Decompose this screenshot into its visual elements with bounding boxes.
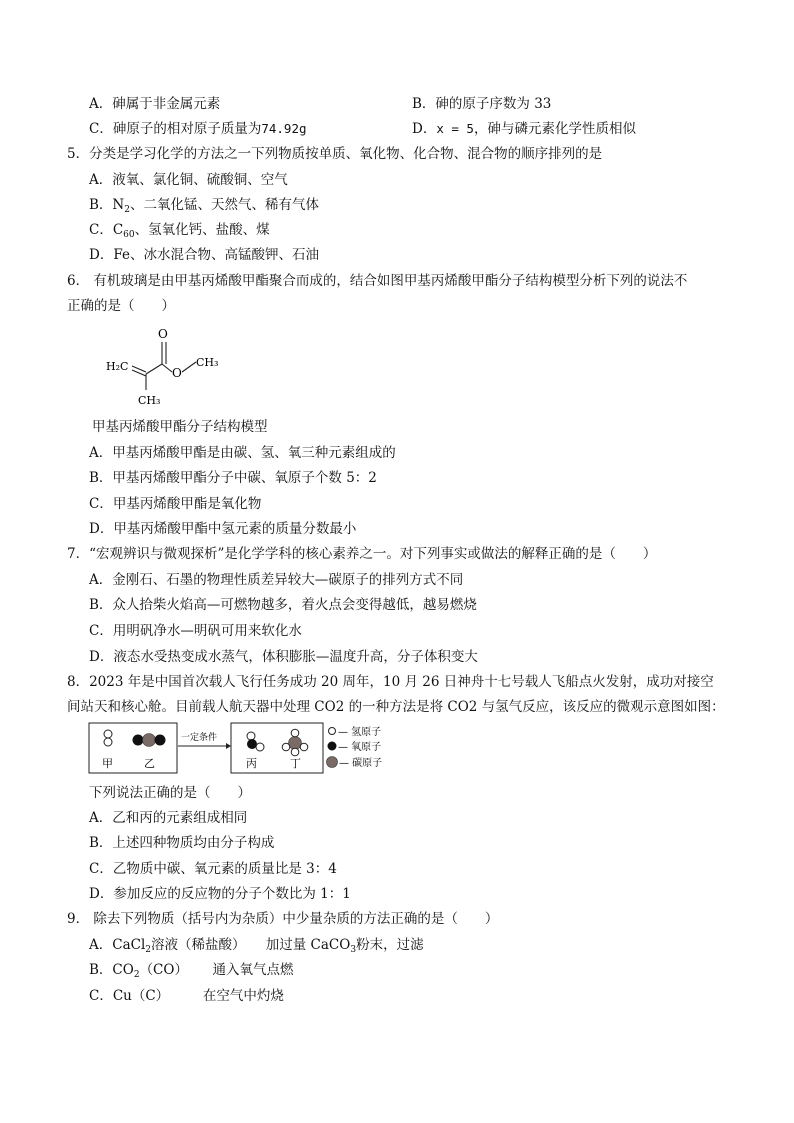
- q7-stem: 7．“宏观辨识与微观探析”是化学学科的核心素养之一。对下列事实或做法的解释正确的是（ ）: [67, 546, 657, 562]
- label-jia: 甲: [102, 757, 113, 770]
- o-atom-icon: [133, 735, 144, 746]
- h-atom-icon: [300, 743, 308, 751]
- q5-option-b-sub: 2: [124, 205, 130, 215]
- legend-c-label: — 碳原子: [339, 758, 383, 769]
- q9-option-c: C．Cu（C） 在空气中灼烧: [89, 988, 284, 1004]
- q5-option-c-post: 、氢氧化钙、盐酸、煤: [134, 222, 270, 238]
- q8-option-c: C．乙物质中碳、氧元素的质量比是 3：4: [89, 861, 337, 877]
- reaction-micro-diagram: [88, 722, 408, 778]
- q6-option-c: C．甲基丙烯酸甲酯是氧化物: [89, 496, 262, 512]
- q4-option-c-value: 74.92g: [261, 121, 307, 136]
- q8-option-d: D．参加反应的反应物的分子个数比为 1：1: [89, 886, 351, 902]
- q4-option-c-text: C．砷原子的相对原子质量为: [89, 121, 262, 137]
- struct-carbonyl-o: O: [158, 327, 168, 341]
- struct-ch3-right: CH₃: [196, 356, 219, 369]
- q6-option-a: A．甲基丙烯酸甲酯是由碳、氢、氧三种元素组成的: [89, 445, 396, 461]
- arrow-head-icon: [226, 743, 231, 749]
- q9-option-a-sub: 2: [145, 945, 152, 955]
- q5-option-b-post: 、二氧化锰、天然气、稀有气体: [129, 197, 319, 213]
- q4-option-d-label: D．: [412, 121, 437, 137]
- o-atom-icon: [247, 739, 257, 749]
- legend-h-label: — 氢原子: [338, 727, 382, 738]
- q7-option-a: A．金刚石、石墨的物理性质差异较大—碳原子的排列方式不同: [89, 572, 464, 588]
- c-atom-icon: [143, 734, 156, 747]
- q4-option-d-value: x = 5: [436, 121, 474, 136]
- q4-option-a: A．砷属于非金属元素: [89, 96, 221, 112]
- q5-stem: 5．分类是学习化学的方法之一下列物质按单质、氧化物、化合物、混合物的顺序排列的是: [67, 146, 603, 162]
- q9-option-a-mid: 溶液（稀盐酸） 加过量 CaCO: [151, 937, 351, 953]
- reaction-condition: 一定条件: [181, 733, 218, 743]
- q8-stem-line2: 间站天和核心舱。目前载人航天器中处理 CO2 的一种方法是将 CO2 与氢气反应，该反应的微观示意图如图：: [67, 699, 725, 715]
- q9-option-b-post: （CO） 通入氧气点燃: [139, 962, 294, 978]
- q8-option-b: B．上述四种物质均由分子构成: [89, 835, 275, 851]
- h-atom-icon: [247, 732, 255, 740]
- label-bing: 丙: [246, 757, 257, 770]
- q5-option-d: D．Fe、冰水混合物、高锰酸钾、石油: [89, 247, 319, 263]
- q4-option-d: [412, 120, 636, 138]
- o-atom-icon: [155, 735, 166, 746]
- struct-ch3-bottom: CH₃: [138, 394, 161, 407]
- q6-stem-line2: 正确的是（ ）: [67, 298, 175, 314]
- q9-option-b: [89, 961, 294, 979]
- q6-option-b: B．甲基丙烯酸甲酯分子中碳、氧原子个数 5：2: [89, 470, 377, 486]
- legend-o-icon: [328, 742, 337, 751]
- q6-stem-line1: 6． 有机玻璃是由甲基丙烯酸甲酯聚合而成的，结合如图甲基丙烯酸甲酯分子结构模型分析下列的说法不: [67, 273, 688, 289]
- q5-option-a: A．液氧、氯化铜、硫酸铜、空气: [89, 172, 288, 188]
- q5-option-c-sub: 60: [123, 230, 135, 240]
- h-atom-icon: [291, 748, 299, 756]
- q5-option-b: [89, 196, 319, 214]
- q9-option-a: [89, 936, 424, 954]
- c-atom-icon: [289, 737, 302, 750]
- h-atom-icon: [104, 730, 112, 738]
- q9-option-a-pre: A．CaCl: [89, 937, 146, 953]
- label-ding: 丁: [290, 757, 301, 770]
- q8-sub-stem: 下列说法正确的是（ ）: [89, 785, 251, 801]
- methyl-methacrylate-structure: [100, 322, 240, 412]
- q5-option-c: [89, 221, 270, 239]
- legend-h-icon: [329, 728, 336, 735]
- q9-option-b-pre: B．CO: [89, 962, 134, 978]
- product-box: [231, 723, 323, 773]
- q7-option-d: D．液态水受热变成水蒸气，体积膨胀—温度升高，分子体积变大: [89, 649, 478, 665]
- q9-stem: 9． 除去下列物质（括号内为杂质）中少量杂质的方法正确的是（ ）: [67, 911, 499, 927]
- q7-option-b: B．众人拾柴火焰高—可燃物越多，着火点会变得越低，越易燃烧: [89, 597, 477, 613]
- label-yi: 乙: [144, 757, 155, 770]
- h-atom-icon: [282, 743, 290, 751]
- q8-option-a: A．乙和丙的元素组成相同: [89, 810, 248, 826]
- q4-option-d-text: ，砷与磷元素化学性质相似: [473, 121, 636, 137]
- q5-option-c-pre: C．C: [89, 222, 124, 238]
- legend-o-label: — 氧原子: [338, 742, 382, 753]
- q8-stem-line1: 8．2023 年是中国首次载人飞行任务成功 20 周年，10 月 26 日神舟十七号载人飞船点火发射，成功对接空: [67, 674, 714, 690]
- h-atom-icon: [104, 738, 112, 746]
- h-atom-icon: [256, 743, 264, 751]
- q6-caption: 甲基丙烯酸甲酯分子结构模型: [92, 419, 268, 435]
- q4-option-b: B．砷的原子序数为 33: [412, 96, 552, 112]
- q7-option-c: C．用明矾净水—明矾可用来软化水: [89, 623, 302, 639]
- struct-h2c: H₂C: [106, 360, 129, 373]
- q9-option-b-sub: 2: [133, 970, 140, 980]
- q5-option-b-pre: B．N: [89, 197, 125, 213]
- q9-option-a-sub2: 3: [350, 945, 357, 955]
- h-atom-icon: [291, 729, 299, 737]
- q9-option-a-post: 粉末，过滤: [356, 937, 424, 953]
- struct-ether-o: O: [172, 366, 182, 380]
- q6-option-d: D．甲基丙烯酸甲酯中氢元素的质量分数最小: [89, 521, 357, 537]
- legend-c-icon: [327, 757, 338, 768]
- q4-option-c: [89, 120, 307, 138]
